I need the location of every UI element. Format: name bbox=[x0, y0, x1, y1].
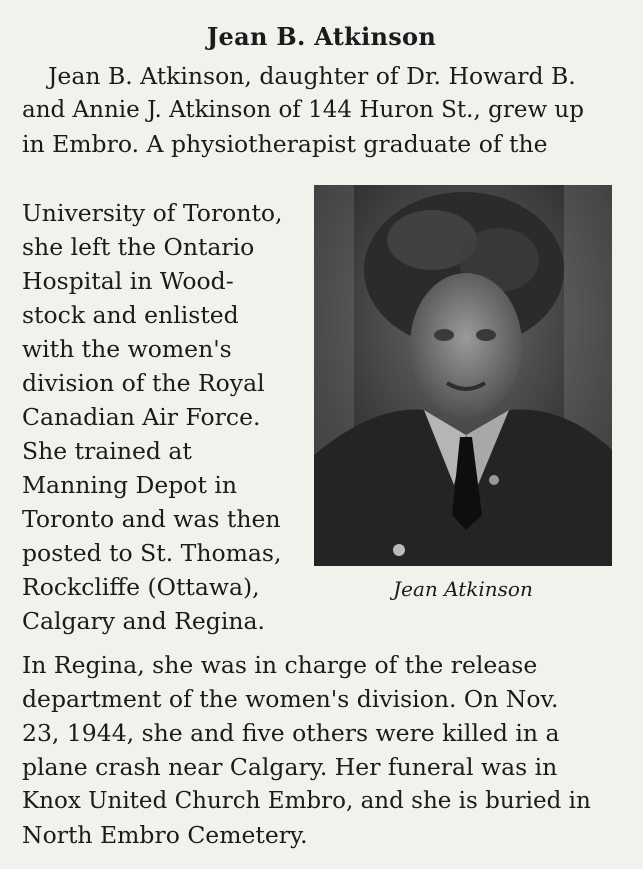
column-line: Rockcliffe (Ottawa), bbox=[22, 573, 260, 601]
column-line: posted to St. Thomas, bbox=[22, 539, 282, 567]
closing-line: North Embro Cemetery. bbox=[22, 821, 308, 849]
closing-line: plane crash near Calgary. Her funeral was in bbox=[22, 753, 558, 781]
column-line: Canadian Air Force. bbox=[22, 403, 261, 431]
intro-line-2: and Annie J. Atkinson of 144 Huron St., grew up bbox=[22, 97, 584, 123]
closing-line: Knox United Church Embro, and she is buried in bbox=[22, 788, 591, 814]
article-title: Jean B. Atkinson bbox=[206, 22, 437, 51]
column-line: University of Toronto, bbox=[22, 199, 283, 227]
portrait-photo bbox=[314, 185, 612, 566]
column-line: Calgary and Regina. bbox=[22, 607, 265, 635]
column-line: Hospital in Wood- bbox=[22, 267, 234, 295]
photo-caption: Jean Atkinson bbox=[393, 577, 533, 601]
closing-line: 23, 1944, she and five others were killed in a bbox=[22, 719, 560, 747]
column-line: Toronto and was then bbox=[22, 505, 281, 533]
column-line: with the women's bbox=[22, 335, 232, 363]
column-line: she left the Ontario bbox=[22, 233, 255, 261]
intro-line-3: in Embro. A physiotherapist graduate of the bbox=[22, 130, 548, 158]
column-line: She trained at bbox=[22, 437, 192, 465]
column-line: division of the Royal bbox=[22, 369, 265, 397]
portrait-image bbox=[314, 185, 612, 566]
column-line: stock and enlisted bbox=[22, 301, 239, 329]
closing-line: In Regina, she was in charge of the release bbox=[22, 651, 538, 679]
closing-line: department of the women's division. On Nov. bbox=[22, 685, 559, 713]
column-line: Manning Depot in bbox=[22, 471, 238, 499]
intro-line-1: Jean B. Atkinson, daughter of Dr. Howard B. bbox=[48, 62, 576, 90]
